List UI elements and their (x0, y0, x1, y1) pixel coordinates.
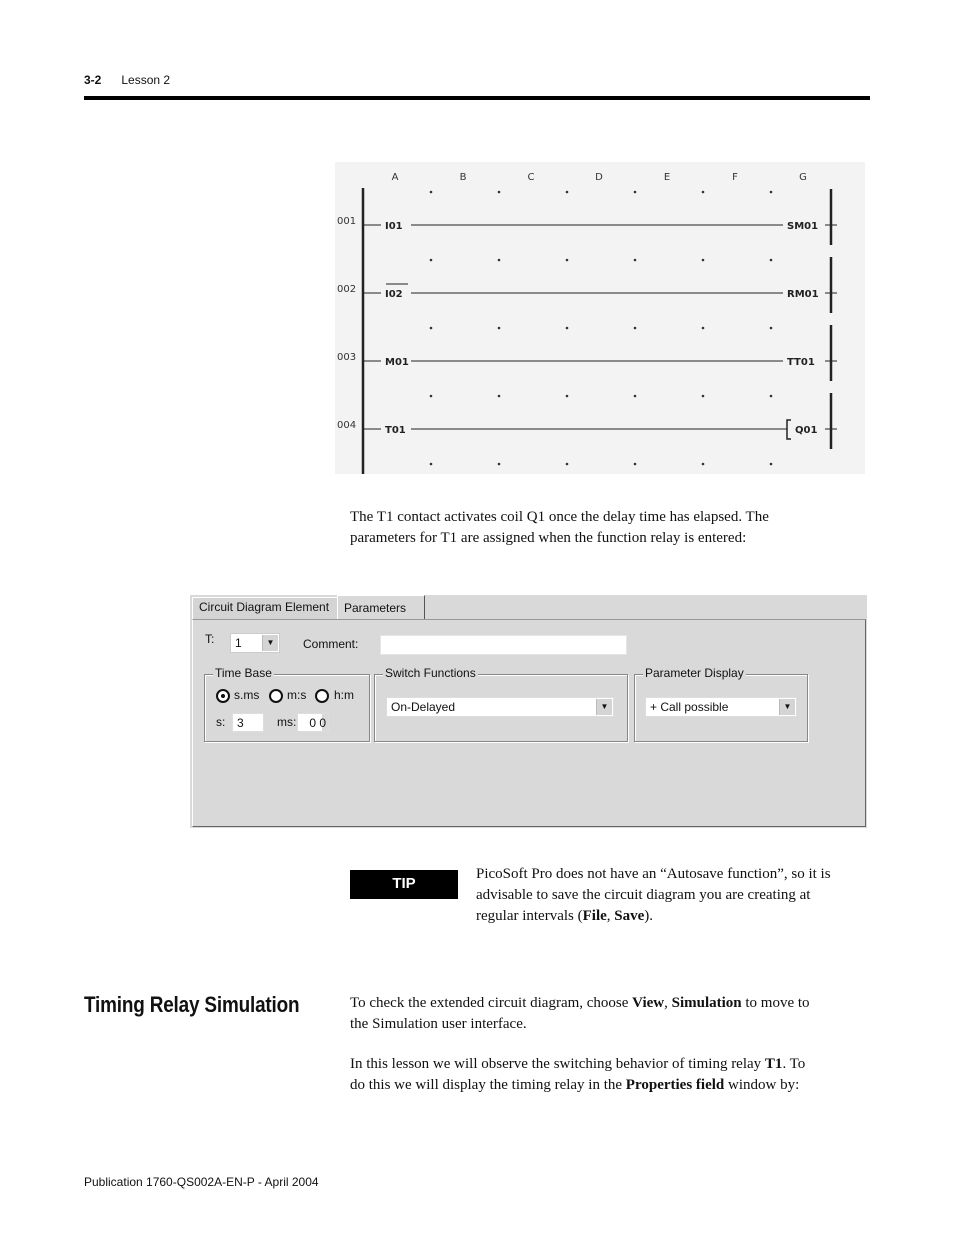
coil-label: Q01 (795, 425, 818, 436)
contact-label: M01 (385, 357, 409, 368)
grid-dot (770, 463, 773, 466)
grid-dot (430, 327, 433, 330)
parameter-display-select[interactable] (645, 697, 797, 717)
switch-functions-group (374, 666, 628, 742)
radio-sms[interactable] (216, 689, 230, 703)
line-number: 001 (337, 216, 357, 227)
p2-bold-properties-field: Properties field (625, 1077, 725, 1093)
intro-paragraph: The T1 contact activates coil Q1 once the delay time has elapsed. The parameters for T1 are assigned when the function relay is entered: (350, 509, 769, 546)
ms-input[interactable]: 0 0 (297, 713, 329, 732)
column-label: E (663, 172, 671, 183)
tip-text (476, 864, 831, 927)
time-base-group (204, 666, 370, 742)
p2-text-a: In this lesson we will observe the switching behavior of timing relay (350, 1056, 765, 1072)
grid-dot (770, 259, 773, 262)
t-value: 1 (235, 636, 242, 650)
tip-badge: TIP (350, 870, 458, 899)
grid-dot (702, 463, 705, 466)
column-label: D (595, 172, 603, 183)
grid-dot (702, 259, 705, 262)
radio-ms-label: m:s (287, 688, 307, 702)
tab-strip (190, 595, 867, 619)
grid-dot (498, 191, 501, 194)
p1-sep: , (664, 995, 672, 1011)
grid-dot (430, 463, 433, 466)
page-footer: Publication 1760-QS002A-EN-P - April 2004 (84, 1175, 319, 1189)
coil-label: SM01 (787, 221, 819, 232)
coil-label: RM01 (787, 289, 819, 300)
grid-dot (566, 191, 569, 194)
column-label: A (391, 172, 399, 183)
grid-dot (430, 395, 433, 398)
radio-ms[interactable] (269, 689, 283, 703)
contact-label: I01 (385, 221, 403, 232)
tip-text-b: ). (644, 908, 654, 924)
parameters-dialog (190, 595, 867, 828)
radio-sms-label: s.ms (234, 688, 260, 702)
parameters-panel (192, 619, 866, 827)
tip-bold-save: Save (614, 908, 645, 924)
grid-dot (566, 327, 569, 330)
time-base-label: Time Base (215, 666, 272, 680)
ms-label: ms: (277, 715, 297, 729)
switch-functions-value: On-Delayed (391, 700, 456, 714)
column-label: F (732, 172, 738, 183)
coil-label: TT01 (787, 357, 815, 368)
p1-text-a: To check the extended circuit diagram, choose (350, 995, 633, 1011)
contact-label: I02 (385, 289, 403, 300)
p2-text-d: window by: (724, 1077, 800, 1093)
tab-circuit-diagram-element[interactable]: Circuit Diagram Element (192, 597, 340, 619)
ladder-svg (335, 162, 865, 474)
ladder-diagram (335, 162, 865, 474)
chevron-down-icon[interactable]: ▼ (262, 635, 278, 651)
switch-functions-label: Switch Functions (385, 666, 476, 680)
tip-sep: , (606, 908, 615, 924)
section-paragraph-1 (350, 993, 820, 1035)
t-select[interactable] (230, 633, 280, 653)
grid-dot (702, 327, 705, 330)
grid-dot (498, 259, 501, 262)
grid-dot (770, 327, 773, 330)
contact-label: T01 (385, 425, 406, 436)
grid-dot (702, 395, 705, 398)
page-number: 3-2 (84, 73, 102, 87)
comment-label: Comment: (303, 637, 359, 651)
grid-dot (770, 395, 773, 398)
s-input[interactable]: 3 (232, 713, 264, 732)
column-label: B (459, 172, 467, 183)
header-rule (84, 96, 870, 100)
p1-bold-simulation: Simulation (671, 995, 742, 1011)
grid-dot (770, 191, 773, 194)
coil-bracket (787, 420, 791, 439)
grid-dot (702, 191, 705, 194)
grid-dot (430, 191, 433, 194)
tab-parameters[interactable]: Parameters (337, 595, 425, 620)
grid-dot (566, 463, 569, 466)
grid-dot (566, 259, 569, 262)
lesson-label: Lesson 2 (121, 73, 171, 87)
page-header (84, 73, 170, 87)
grid-dot (634, 463, 637, 466)
comment-input[interactable] (380, 635, 627, 655)
t-label: T: (205, 632, 215, 646)
chevron-down-icon[interactable]: ▼ (779, 699, 795, 715)
section-heading: Timing Relay Simulation (84, 992, 300, 1017)
grid-dot (634, 191, 637, 194)
grid-dot (498, 327, 501, 330)
grid-dot (566, 395, 569, 398)
p2-text-c: . To do this we will display the timing relay in the (350, 1056, 806, 1093)
grid-dot (634, 395, 637, 398)
column-label: C (527, 172, 535, 183)
p1-text-c: to move to the Simulation user interface. (350, 995, 810, 1032)
p1-bold-view: View (632, 995, 665, 1011)
radio-hm-label: h:m (334, 688, 355, 702)
grid-dot (634, 259, 637, 262)
line-number: 004 (337, 420, 357, 431)
tip-bold-file: File (582, 908, 607, 924)
grid-dot (498, 463, 501, 466)
tip-text-a: PicoSoft Pro does not have an “Autosave function”, so it is advisable to save the circuit diagram you are creating at regular intervals ( (476, 866, 831, 924)
grid-dot (634, 327, 637, 330)
chevron-down-icon[interactable]: ▼ (596, 699, 612, 715)
p2-bold-t1: T1 (764, 1056, 783, 1072)
parameter-display-label: Parameter Display (645, 666, 744, 680)
grid-dot (498, 395, 501, 398)
grid-dot (430, 259, 433, 262)
parameter-display-value: + Call possible (650, 700, 729, 714)
radio-hm[interactable] (315, 689, 329, 703)
switch-functions-select[interactable] (386, 697, 614, 717)
line-number: 003 (337, 352, 357, 363)
parameter-display-group (634, 666, 808, 742)
s-label: s: (216, 715, 226, 729)
section-paragraph-2 (350, 1054, 820, 1096)
column-label: G (799, 172, 807, 183)
line-number: 002 (337, 284, 357, 295)
